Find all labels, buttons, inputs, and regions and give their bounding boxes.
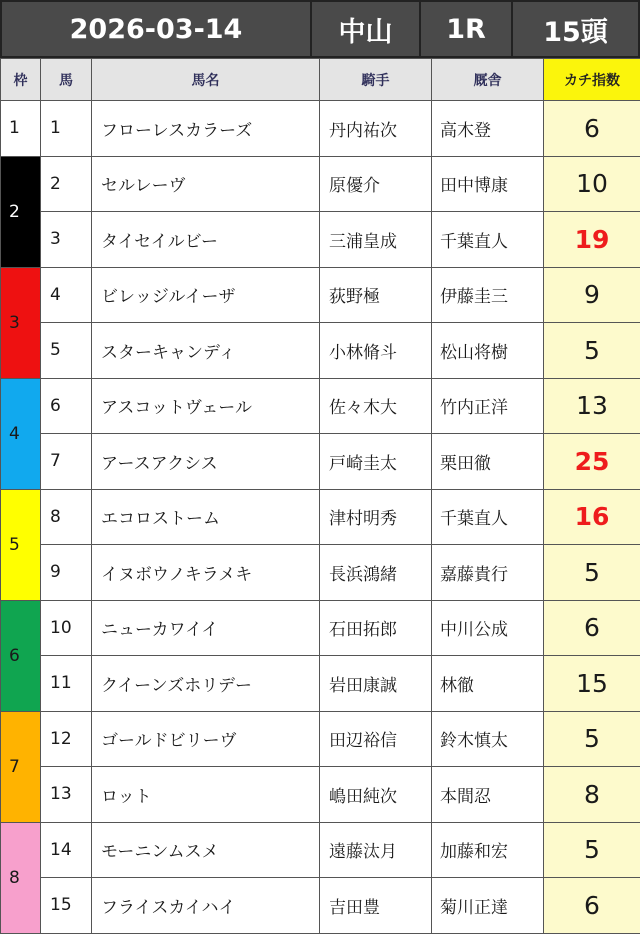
trainer-cell: 竹内正洋 <box>432 378 544 434</box>
waku-cell: 2 <box>1 156 41 267</box>
table-row <box>1 822 640 878</box>
col-header-waku: 枠 <box>1 59 41 101</box>
race-date: 2026-03-14 <box>2 2 312 56</box>
jockey-cell: 遠藤汰月 <box>320 822 432 878</box>
trainer-cell: 加藤和宏 <box>432 822 544 878</box>
col-header-jockey: 騎手 <box>320 59 432 101</box>
trainer-cell: 千葉直人 <box>432 489 544 545</box>
table-row <box>1 212 640 268</box>
table-row <box>1 545 640 601</box>
jockey-cell: 津村明秀 <box>320 489 432 545</box>
trainer-cell: 田中博康 <box>432 156 544 212</box>
horse-name-cell: フローレスカラーズ <box>92 101 320 157</box>
horse-name-cell: フライスカイハイ <box>92 878 320 934</box>
table-row <box>1 489 640 545</box>
uma-cell: 13 <box>41 767 92 823</box>
trainer-cell: 伊藤圭三 <box>432 267 544 323</box>
score-cell: 8 <box>544 767 640 823</box>
score-cell: 6 <box>544 878 640 934</box>
uma-cell: 2 <box>41 156 92 212</box>
waku-cell: 7 <box>1 711 41 822</box>
jockey-cell: 佐々木大 <box>320 378 432 434</box>
horse-name-cell: ロット <box>92 767 320 823</box>
trainer-cell: 本間忍 <box>432 767 544 823</box>
score-cell: 19 <box>544 212 640 268</box>
horse-name-cell: スターキャンディ <box>92 323 320 379</box>
score-cell: 13 <box>544 378 640 434</box>
score-cell: 5 <box>544 323 640 379</box>
horse-name-cell: アースアクシス <box>92 434 320 490</box>
trainer-cell: 千葉直人 <box>432 212 544 268</box>
uma-cell: 9 <box>41 545 92 601</box>
runner-count: 15頭 <box>543 16 608 48</box>
score-cell: 5 <box>544 822 640 878</box>
horse-name-cell: セルレーヴ <box>92 156 320 212</box>
horse-name-cell: タイセイルビー <box>92 212 320 268</box>
uma-cell: 15 <box>41 878 92 934</box>
waku-cell: 1 <box>1 101 41 157</box>
horse-name-cell: モーニンムスメ <box>92 822 320 878</box>
table-row <box>1 267 640 323</box>
uma-cell: 11 <box>41 656 92 712</box>
uma-cell: 12 <box>41 711 92 767</box>
trainer-cell: 嘉藤貴行 <box>432 545 544 601</box>
score-cell: 25 <box>544 434 640 490</box>
horse-name-cell: ゴールドビリーヴ <box>92 711 320 767</box>
jockey-cell: 丹内祐次 <box>320 101 432 157</box>
uma-cell: 8 <box>41 489 92 545</box>
score-cell: 5 <box>544 711 640 767</box>
table-row <box>1 378 640 434</box>
jockey-cell: 小林脩斗 <box>320 323 432 379</box>
jockey-cell: 戸崎圭太 <box>320 434 432 490</box>
uma-cell: 6 <box>41 378 92 434</box>
horse-name-cell: クイーンズホリデー <box>92 656 320 712</box>
waku-cell: 4 <box>1 378 41 489</box>
horse-name-cell: アスコットヴェール <box>92 378 320 434</box>
race-venue: 中山 <box>312 2 421 56</box>
table-header-row <box>1 59 640 101</box>
horse-name-cell: エコロストーム <box>92 489 320 545</box>
trainer-cell: 栗田徹 <box>432 434 544 490</box>
uma-cell: 5 <box>41 323 92 379</box>
trainer-cell: 松山将樹 <box>432 323 544 379</box>
score-cell: 6 <box>544 600 640 656</box>
uma-cell: 1 <box>41 101 92 157</box>
trainer-cell: 菊川正達 <box>432 878 544 934</box>
entry-table <box>0 58 640 934</box>
table-row <box>1 656 640 712</box>
jockey-cell: 石田拓郎 <box>320 600 432 656</box>
waku-cell: 8 <box>1 822 41 933</box>
jockey-cell: 原優介 <box>320 156 432 212</box>
score-cell: 15 <box>544 656 640 712</box>
trainer-cell: 中川公成 <box>432 600 544 656</box>
jockey-cell: 田辺裕信 <box>320 711 432 767</box>
waku-cell: 5 <box>1 489 41 600</box>
uma-cell: 10 <box>41 600 92 656</box>
jockey-cell: 長浜鴻緒 <box>320 545 432 601</box>
score-cell: 16 <box>544 489 640 545</box>
jockey-cell: 荻野極 <box>320 267 432 323</box>
trainer-cell: 林徹 <box>432 656 544 712</box>
horse-name-cell: ビレッジルイーザ <box>92 267 320 323</box>
uma-cell: 7 <box>41 434 92 490</box>
table-row <box>1 323 640 379</box>
score-cell: 10 <box>544 156 640 212</box>
table-row <box>1 434 640 490</box>
table-row <box>1 156 640 212</box>
table-row <box>1 101 640 157</box>
table-row <box>1 767 640 823</box>
waku-cell: 3 <box>1 267 41 378</box>
col-header-uma: 馬 <box>41 59 92 101</box>
col-header-trainer: 厩舎 <box>432 59 544 101</box>
col-header-score: カチ指数 <box>544 59 640 101</box>
uma-cell: 4 <box>41 267 92 323</box>
table-row <box>1 711 640 767</box>
col-header-name: 馬名 <box>92 59 320 101</box>
score-cell: 5 <box>544 545 640 601</box>
score-cell: 9 <box>544 267 640 323</box>
jockey-cell: 吉田豊 <box>320 878 432 934</box>
trainer-cell: 鈴木慎太 <box>432 711 544 767</box>
uma-cell: 14 <box>41 822 92 878</box>
race-number: 1R <box>421 2 513 56</box>
jockey-cell: 嶋田純次 <box>320 767 432 823</box>
waku-cell: 6 <box>1 600 41 711</box>
uma-cell: 3 <box>41 212 92 268</box>
trainer-cell: 高木登 <box>432 101 544 157</box>
jockey-cell: 岩田康誠 <box>320 656 432 712</box>
entry-body <box>1 101 640 934</box>
horse-name-cell: ニューカワイイ <box>92 600 320 656</box>
jockey-cell: 三浦皇成 <box>320 212 432 268</box>
score-cell: 6 <box>544 101 640 157</box>
race-header <box>0 0 640 58</box>
horse-name-cell: イヌボウノキラメキ <box>92 545 320 601</box>
table-row <box>1 600 640 656</box>
table-row <box>1 878 640 934</box>
